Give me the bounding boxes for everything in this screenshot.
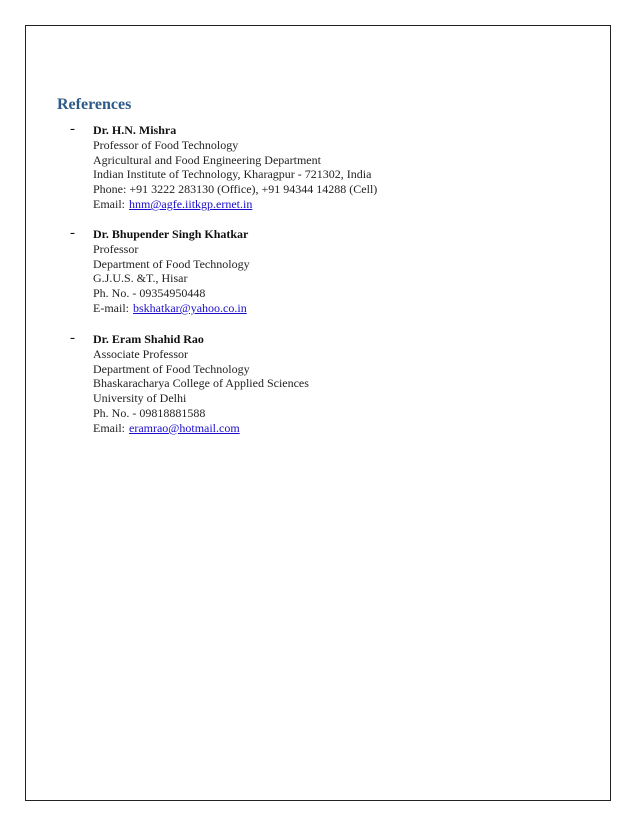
email-link[interactable]: eramrao@hotmail.com	[129, 420, 240, 435]
email-link[interactable]: hnm@agfe.iitkgp.ernet.in	[129, 196, 253, 211]
reference-line: G.J.U.S. &T., Hisar	[93, 271, 188, 286]
reference-name: Dr. Bhupender Singh Khatkar	[93, 227, 249, 241]
email-line	[93, 421, 309, 436]
reference-details	[93, 227, 250, 316]
reference-line: Ph. No. - 09818881588	[93, 405, 206, 420]
reference-line: University of Delhi	[93, 391, 187, 406]
reference-line: Agricultural and Food Engineering Department	[93, 152, 321, 167]
email-line	[93, 301, 250, 316]
list-bullet: -	[70, 330, 75, 346]
list-bullet: -	[70, 225, 75, 241]
reference-line: Bhaskaracharya College of Applied Sciences	[93, 376, 309, 391]
email-label: E-mail:	[93, 300, 129, 315]
reference-line: Department of Food Technology	[93, 361, 250, 376]
email-label: Email:	[93, 196, 125, 211]
list-bullet: -	[70, 121, 75, 137]
reference-name: Dr. Eram Shahid Rao	[93, 332, 204, 346]
reference-line: Professor of Food Technology	[93, 137, 239, 152]
reference-details	[93, 332, 309, 436]
email-label: Email:	[93, 420, 125, 435]
reference-line: Professor	[93, 241, 139, 256]
reference-details	[93, 123, 377, 212]
reference-line: Phone: +91 3222 283130 (Office), +91 94344 14288 (Cell)	[93, 182, 378, 197]
reference-name: Dr. H.N. Mishra	[93, 123, 177, 137]
email-link[interactable]: bskhatkar@yahoo.co.in	[133, 300, 247, 315]
reference-line: Indian Institute of Technology, Kharagpur - 721302, India	[93, 167, 372, 182]
reference-line: Associate Professor	[93, 346, 188, 361]
reference-line: Ph. No. - 09354950448	[93, 286, 206, 301]
email-line	[93, 197, 377, 212]
reference-line: Department of Food Technology	[93, 256, 250, 271]
references-heading: References	[57, 96, 132, 113]
